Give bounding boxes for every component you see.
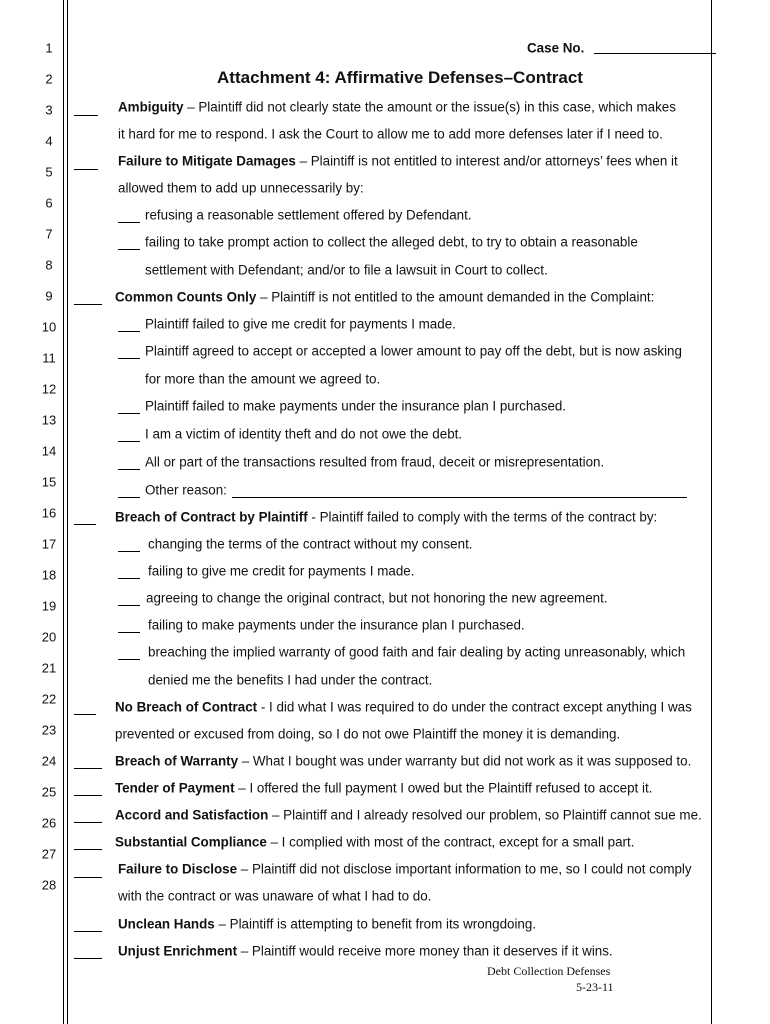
defense-title: Accord and Satisfaction [115,807,269,823]
checkbox-breach-opt3[interactable] [118,604,140,606]
checkbox-no-breach[interactable] [74,713,96,715]
line-number: 2 [45,71,53,87]
checkbox-common-opt3[interactable] [118,412,140,414]
checkbox-common-counts[interactable] [74,303,102,305]
checkbox-breach-opt1[interactable] [118,550,140,552]
checkbox-mitigate-opt1[interactable] [118,221,140,223]
option-text-cont: for more than the amount we agreed to. [145,371,381,387]
defense-text: – Plaintiff is attempting to benefit from its wrongdoing. [214,916,537,932]
option-text: breaching the implied warranty of good faith and fair dealing by acting unreasonably, which [148,644,686,660]
line-number: 16 [41,505,57,521]
checkbox-mitigate[interactable] [74,168,98,170]
defense-title: Failure to Mitigate Damages [118,153,296,169]
line-number: 24 [41,753,57,769]
page-title: Attachment 4: Affirmative Defenses–Contract [217,68,583,87]
line-number: 17 [41,536,57,552]
option-text: Other reason: [145,482,227,498]
left-margin-rule-outer [63,0,64,1024]
line-number: 21 [41,660,57,676]
defense-text: – I complied with most of the contract, except for a small part. [266,834,635,850]
defense-title: Unclean Hands [118,916,215,932]
defense-accord [115,808,702,823]
defense-unclean [118,917,536,932]
checkbox-mitigate-opt2[interactable] [118,248,140,250]
line-number: 1 [45,40,53,56]
defense-title: Tender of Payment [115,780,235,796]
option-text: Plaintiff agreed to accept or accepted a lower amount to pay off the debt, but is now asking [145,343,682,359]
defense-tender [115,781,652,796]
defense-text-cont: allowed them to add up unnecessarily by: [118,180,364,196]
checkbox-disclose[interactable] [74,876,102,878]
defense-text: – Plaintiff is not entitled to the amount demanded in the Complaint: [256,289,655,305]
defense-breach [115,510,657,525]
defense-text: – Plaintiff is not entitled to interest and/or attorneys’ fees when it [295,153,678,169]
defense-text: – I offered the full payment I owed but the Plaintiff refused to accept it. [234,780,653,796]
line-number: 19 [41,598,57,614]
option-text: I am a victim of identity theft and do not owe the debt. [145,426,463,442]
checkbox-common-opt5[interactable] [118,468,140,470]
line-number: 25 [41,784,57,800]
checkbox-breach-opt5[interactable] [118,658,140,660]
checkbox-unjust[interactable] [74,957,102,959]
defense-text: – Plaintiff did not disclose important information to me, so I could not comply [237,861,692,877]
line-number: 9 [45,288,53,304]
line-number: 3 [45,102,53,118]
defense-text: – Plaintiff did not clearly state the amount or the issue(s) in this case, which makes [183,99,676,115]
line-number: 5 [45,164,53,180]
checkbox-common-opt4[interactable] [118,440,140,442]
line-number: 28 [41,877,57,893]
checkbox-common-opt2[interactable] [118,357,140,359]
checkbox-common-opt6[interactable] [118,496,140,498]
line-number: 13 [41,412,57,428]
case-no-field[interactable] [594,53,716,54]
line-number: 22 [41,691,57,707]
line-number: 8 [45,257,53,273]
defense-disclose [118,862,692,877]
line-number: 18 [41,567,57,583]
defense-ambiguity [118,100,676,115]
option-text: failing to take prompt action to collect the alleged debt, to try to obtain a reasonable [145,234,638,250]
checkbox-breach-opt2[interactable] [118,577,140,579]
line-number: 26 [41,815,57,831]
defense-title: Failure to Disclose [118,861,238,877]
checkbox-unclean[interactable] [74,930,102,932]
checkbox-breach-opt4[interactable] [118,631,140,633]
line-number: 12 [41,381,57,397]
defense-warranty [115,754,691,769]
case-no-label: Case No. [527,40,585,56]
line-number: 7 [45,226,53,242]
defense-text: - I did what I was required to do under the contract except anything I was [257,699,692,715]
line-number: 14 [41,443,57,459]
other-reason-field[interactable] [232,496,687,498]
checkbox-breach[interactable] [74,523,96,525]
defense-text: – Plaintiff and I already resolved our problem, so Plaintiff cannot sue me. [268,807,702,823]
checkbox-ambiguity[interactable] [74,114,98,116]
right-margin-rule [711,0,712,1024]
defense-text-cont: it hard for me to respond. I ask the Court to allow me to add more defenses later if I need to. [118,126,663,142]
defense-title: Common Counts Only [115,289,257,305]
defense-title: No Breach of Contract [115,699,258,715]
option-text: Plaintiff failed to give me credit for payments I made. [145,316,456,332]
line-number: 15 [41,474,57,490]
option-text-cont: settlement with Defendant; and/or to file a lawsuit in Court to collect. [145,262,548,278]
defense-title: Unjust Enrichment [118,943,238,959]
defense-text-cont: with the contract or was unaware of what I had to do. [118,888,432,904]
line-number: 6 [45,195,53,211]
option-text: refusing a reasonable settlement offered by Defendant. [145,207,472,223]
checkbox-accord[interactable] [74,821,102,823]
defense-text: – Plaintiff would receive more money than it deserves if it wins. [237,943,613,959]
option-text: changing the terms of the contract without my consent. [148,536,473,552]
checkbox-warranty[interactable] [74,767,102,769]
option-text: failing to give me credit for payments I made. [148,563,415,579]
defense-text: - Plaintiff failed to comply with the terms of the contract by: [307,509,658,525]
defense-title: Breach of Warranty [115,753,239,769]
footer-title: Debt Collection Defenses [487,964,611,978]
footer-date: 5-23-11 [576,980,614,994]
defense-no-breach [115,700,692,715]
defense-substantial [115,835,634,850]
option-text: agreeing to change the original contract, but not honoring the new agreement. [146,590,608,606]
checkbox-common-opt1[interactable] [118,330,140,332]
defense-common-counts [115,290,654,305]
option-text: All or part of the transactions resulted from fraud, deceit or misrepresentation. [145,454,605,470]
defense-title: Ambiguity [118,99,184,115]
defense-text: – What I bought was under warranty but did not work as it was supposed to. [238,753,692,769]
defense-title: Substantial Compliance [115,834,267,850]
checkbox-substantial[interactable] [74,848,102,850]
line-number: 11 [42,350,56,366]
line-number: 23 [41,722,57,738]
line-number: 10 [41,319,57,335]
option-text-cont: denied me the benefits I had under the contract. [148,672,433,688]
line-number: 20 [41,629,57,645]
line-number: 4 [45,133,53,149]
defense-mitigate [118,154,678,169]
option-text: Plaintiff failed to make payments under the insurance plan I purchased. [145,398,567,414]
left-margin-rule-inner [67,0,68,1024]
option-text: failing to make payments under the insurance plan I purchased. [148,617,525,633]
defense-text-cont: prevented or excused from doing, so I do not owe Plaintiff the money it is demanding. [115,726,621,742]
defense-unjust [118,944,613,959]
defense-title: Breach of Contract by Plaintiff [115,509,308,525]
line-number: 27 [41,846,57,862]
checkbox-tender[interactable] [74,794,102,796]
